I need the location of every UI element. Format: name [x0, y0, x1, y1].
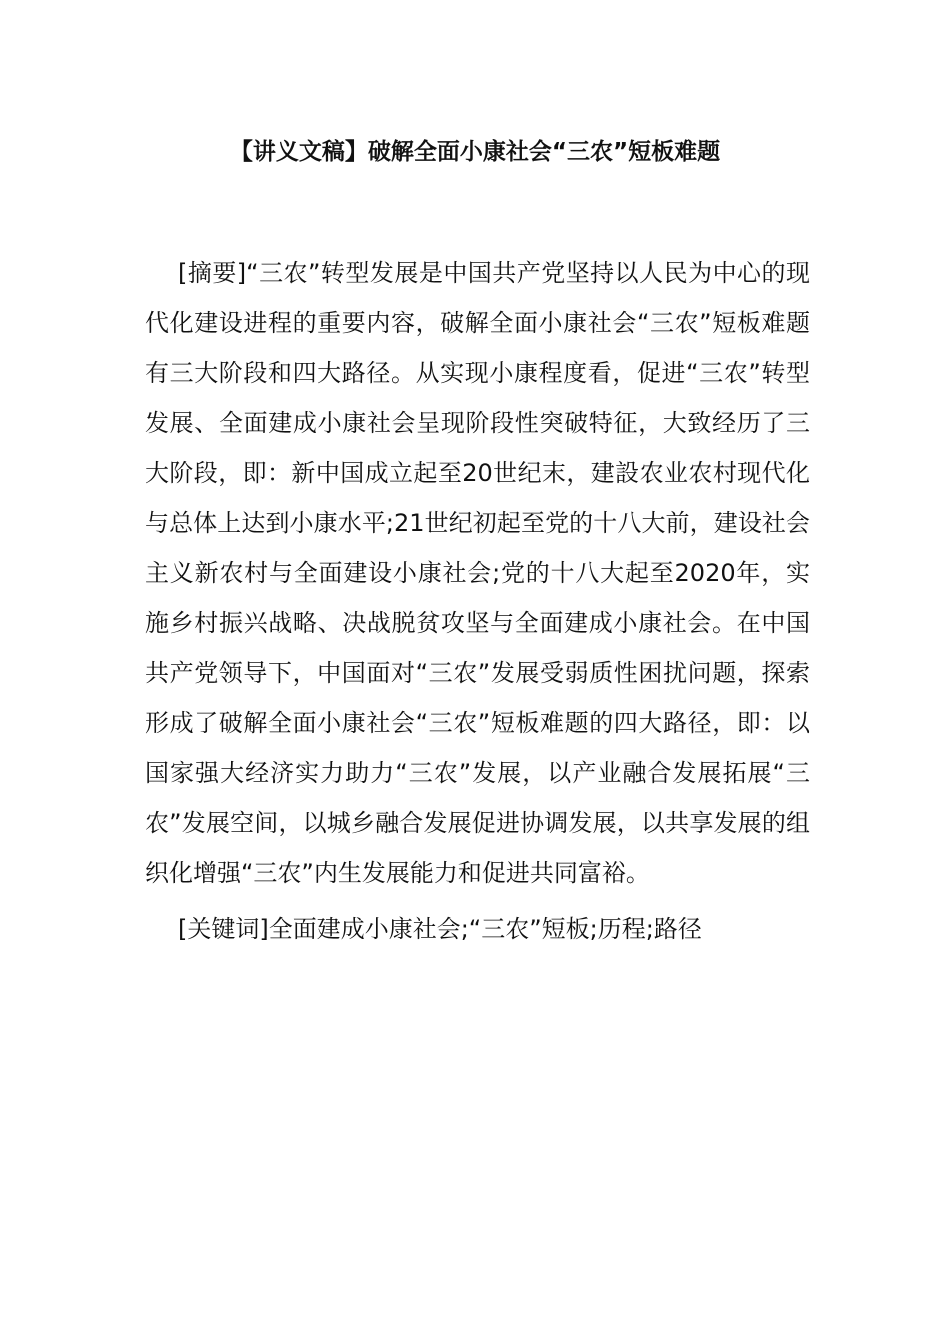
document-title: 【讲义文稿】破解全面小康社会“三农”短板难题	[229, 139, 721, 165]
abstract-paragraph: [摘要]“三农”转型发展是中国共产党坚持以人民为中心的现代化建设进程的重要内容，破解全面小康社会“三农”短板难题有三大阶段和四大路径。从实现小康程度看，促进“三农”转型发展、全面建成小康社会呈现阶段性突破特征，大致经历了三大阶段，即：新中国成立起至20世纪末，建設农业农村现代化与总体上达到小康水平;21世纪初起至党的十八大前，建设社会主义新农村与全面建设小康社会;党的十八大起至2020年，实施乡村振兴战略、决战脱贫攻坚与全面建成小康社会。在中国共产党领导下，中国面对“三农”发展受弱质性困扰问题，探索形成了破解全面小康社会“三农”短板难题的四大路径，即：以国家强大经济实力助力“三农”发展，以产业融合发展拓展“三农”发展空间，以城乡融合发展促进协调发展，以共享发展的组织化增强“三农”内生发展能力和促进共同富裕。	[145, 259, 810, 887]
document-body	[145, 248, 810, 954]
keywords-paragraph: [关键词]全面建成小康社会;“三农”短板;历程;路径	[178, 915, 702, 943]
